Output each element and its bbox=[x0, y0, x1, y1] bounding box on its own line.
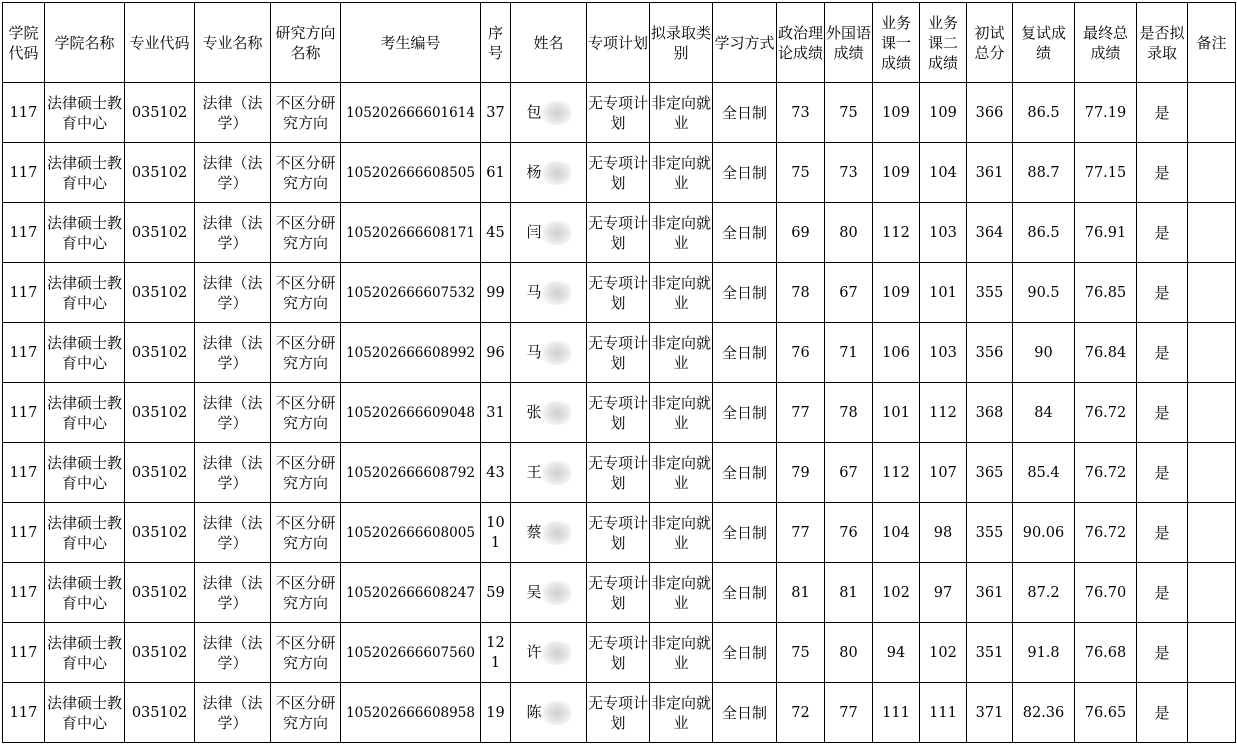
student-name bbox=[526, 461, 570, 485]
cell-category: 非定向就业 bbox=[650, 683, 713, 743]
table-row bbox=[3, 563, 1236, 623]
header-college-name: 学院名称 bbox=[45, 3, 125, 83]
cell-admitted: 是 bbox=[1137, 263, 1188, 323]
cell-seq: 121 bbox=[481, 623, 511, 683]
student-name-text: 杨 bbox=[526, 162, 542, 181]
cell-seq: 45 bbox=[481, 203, 511, 263]
cell-college-code: 117 bbox=[3, 263, 45, 323]
cell-major-name: 法律（法学） bbox=[195, 563, 271, 623]
cell-note bbox=[1188, 503, 1236, 563]
cell-mode: 全日制 bbox=[713, 443, 777, 503]
cell-major-name: 法律（法学） bbox=[195, 263, 271, 323]
cell-name bbox=[511, 623, 587, 683]
cell-direction: 不区分研究方向 bbox=[271, 503, 341, 563]
cell-final: 76.85 bbox=[1075, 263, 1137, 323]
cell-special: 无专项计划 bbox=[587, 143, 650, 203]
cell-college-name: 法律硕士教育中心 bbox=[45, 563, 125, 623]
cell-special: 无专项计划 bbox=[587, 683, 650, 743]
student-name-text: 许 bbox=[526, 642, 542, 661]
cell-special: 无专项计划 bbox=[587, 263, 650, 323]
cell-college-name: 法律硕士教育中心 bbox=[45, 263, 125, 323]
cell-exam-id: 105202666608247 bbox=[341, 563, 481, 623]
cell-course2: 103 bbox=[920, 323, 967, 383]
cell-retest: 87.2 bbox=[1013, 563, 1075, 623]
cell-course1: 109 bbox=[873, 263, 920, 323]
name-redaction-blur bbox=[543, 701, 571, 725]
cell-college-name: 法律硕士教育中心 bbox=[45, 143, 125, 203]
cell-major-name: 法律（法学） bbox=[195, 623, 271, 683]
cell-admitted: 是 bbox=[1137, 83, 1188, 143]
cell-politics: 76 bbox=[777, 323, 825, 383]
cell-exam-id: 105202666609048 bbox=[341, 383, 481, 443]
cell-exam-id: 105202666608958 bbox=[341, 683, 481, 743]
cell-final: 77.19 bbox=[1075, 83, 1137, 143]
cell-course2: 112 bbox=[920, 383, 967, 443]
cell-course2: 97 bbox=[920, 563, 967, 623]
cell-course2: 104 bbox=[920, 143, 967, 203]
student-name-text: 张 bbox=[526, 402, 542, 421]
cell-major-name: 法律（法学） bbox=[195, 143, 271, 203]
cell-special: 无专项计划 bbox=[587, 323, 650, 383]
header-name: 姓名 bbox=[511, 3, 587, 83]
cell-mode: 全日制 bbox=[713, 563, 777, 623]
cell-seq: 96 bbox=[481, 323, 511, 383]
cell-retest: 82.36 bbox=[1013, 683, 1075, 743]
cell-mode: 全日制 bbox=[713, 623, 777, 683]
cell-initial-total: 351 bbox=[967, 623, 1013, 683]
cell-course1: 94 bbox=[873, 623, 920, 683]
header-course1: 业务课一成绩 bbox=[873, 3, 920, 83]
cell-politics: 75 bbox=[777, 143, 825, 203]
header-final-score: 最终总成绩 bbox=[1075, 3, 1137, 83]
cell-note bbox=[1188, 83, 1236, 143]
table-row bbox=[3, 83, 1236, 143]
cell-direction: 不区分研究方向 bbox=[271, 683, 341, 743]
header-initial-total: 初试总分 bbox=[967, 3, 1013, 83]
header-course2: 业务课二成绩 bbox=[920, 3, 967, 83]
cell-category: 非定向就业 bbox=[650, 503, 713, 563]
cell-foreign: 76 bbox=[825, 503, 873, 563]
cell-category: 非定向就业 bbox=[650, 623, 713, 683]
cell-major-code: 035102 bbox=[125, 503, 195, 563]
cell-mode: 全日制 bbox=[713, 83, 777, 143]
name-redaction-blur bbox=[543, 521, 571, 545]
cell-major-name: 法律（法学） bbox=[195, 323, 271, 383]
cell-final: 76.84 bbox=[1075, 323, 1137, 383]
name-redaction-blur bbox=[543, 101, 571, 125]
cell-major-code: 035102 bbox=[125, 83, 195, 143]
cell-course1: 102 bbox=[873, 563, 920, 623]
cell-initial-total: 355 bbox=[967, 503, 1013, 563]
student-name bbox=[526, 101, 570, 125]
cell-final: 76.65 bbox=[1075, 683, 1137, 743]
cell-politics: 75 bbox=[777, 623, 825, 683]
cell-major-code: 035102 bbox=[125, 383, 195, 443]
cell-special: 无专项计划 bbox=[587, 623, 650, 683]
header-admitted: 是否拟录取 bbox=[1137, 3, 1188, 83]
cell-initial-total: 361 bbox=[967, 143, 1013, 203]
cell-course1: 101 bbox=[873, 383, 920, 443]
cell-note bbox=[1188, 203, 1236, 263]
cell-course1: 106 bbox=[873, 323, 920, 383]
cell-name bbox=[511, 503, 587, 563]
student-name bbox=[526, 281, 570, 305]
cell-major-code: 035102 bbox=[125, 323, 195, 383]
cell-exam-id: 105202666608992 bbox=[341, 323, 481, 383]
cell-note bbox=[1188, 383, 1236, 443]
cell-name bbox=[511, 203, 587, 263]
cell-retest: 86.5 bbox=[1013, 83, 1075, 143]
cell-admitted: 是 bbox=[1137, 623, 1188, 683]
cell-mode: 全日制 bbox=[713, 203, 777, 263]
cell-course1: 109 bbox=[873, 83, 920, 143]
cell-foreign: 80 bbox=[825, 623, 873, 683]
cell-course2: 107 bbox=[920, 443, 967, 503]
cell-special: 无专项计划 bbox=[587, 563, 650, 623]
cell-foreign: 73 bbox=[825, 143, 873, 203]
header-row bbox=[3, 3, 1236, 83]
cell-course1: 112 bbox=[873, 203, 920, 263]
cell-politics: 77 bbox=[777, 503, 825, 563]
table-row bbox=[3, 383, 1236, 443]
cell-special: 无专项计划 bbox=[587, 203, 650, 263]
cell-major-name: 法律（法学） bbox=[195, 683, 271, 743]
cell-course1: 111 bbox=[873, 683, 920, 743]
cell-note bbox=[1188, 443, 1236, 503]
cell-college-name: 法律硕士教育中心 bbox=[45, 683, 125, 743]
cell-college-name: 法律硕士教育中心 bbox=[45, 323, 125, 383]
cell-course2: 102 bbox=[920, 623, 967, 683]
cell-college-name: 法律硕士教育中心 bbox=[45, 443, 125, 503]
cell-politics: 73 bbox=[777, 83, 825, 143]
cell-course1: 109 bbox=[873, 143, 920, 203]
cell-seq: 19 bbox=[481, 683, 511, 743]
cell-name bbox=[511, 323, 587, 383]
cell-major-code: 035102 bbox=[125, 563, 195, 623]
cell-seq: 59 bbox=[481, 563, 511, 623]
cell-final: 76.91 bbox=[1075, 203, 1137, 263]
cell-direction: 不区分研究方向 bbox=[271, 263, 341, 323]
header-seq: 序号 bbox=[481, 3, 511, 83]
table-row bbox=[3, 203, 1236, 263]
cell-exam-id: 105202666607532 bbox=[341, 263, 481, 323]
cell-mode: 全日制 bbox=[713, 323, 777, 383]
header-major-name: 专业名称 bbox=[195, 3, 271, 83]
cell-exam-id: 105202666608505 bbox=[341, 143, 481, 203]
cell-college-code: 117 bbox=[3, 503, 45, 563]
cell-admitted: 是 bbox=[1137, 323, 1188, 383]
cell-name bbox=[511, 263, 587, 323]
cell-exam-id: 105202666601614 bbox=[341, 83, 481, 143]
cell-direction: 不区分研究方向 bbox=[271, 443, 341, 503]
name-redaction-blur bbox=[543, 401, 571, 425]
cell-college-name: 法律硕士教育中心 bbox=[45, 503, 125, 563]
cell-politics: 79 bbox=[777, 443, 825, 503]
cell-admitted: 是 bbox=[1137, 203, 1188, 263]
cell-retest: 85.4 bbox=[1013, 443, 1075, 503]
cell-major-code: 035102 bbox=[125, 623, 195, 683]
cell-major-code: 035102 bbox=[125, 203, 195, 263]
name-redaction-blur bbox=[543, 221, 571, 245]
header-foreign-lang: 外国语成绩 bbox=[825, 3, 873, 83]
cell-college-code: 117 bbox=[3, 83, 45, 143]
student-name-text: 吴 bbox=[526, 582, 542, 601]
name-redaction-blur bbox=[543, 281, 571, 305]
cell-name bbox=[511, 443, 587, 503]
cell-retest: 90.5 bbox=[1013, 263, 1075, 323]
student-name bbox=[526, 161, 570, 185]
header-retest: 复试成绩 bbox=[1013, 3, 1075, 83]
cell-retest: 90.06 bbox=[1013, 503, 1075, 563]
cell-initial-total: 366 bbox=[967, 83, 1013, 143]
cell-direction: 不区分研究方向 bbox=[271, 623, 341, 683]
cell-category: 非定向就业 bbox=[650, 443, 713, 503]
header-direction: 研究方向名称 bbox=[271, 3, 341, 83]
cell-special: 无专项计划 bbox=[587, 383, 650, 443]
cell-mode: 全日制 bbox=[713, 683, 777, 743]
cell-final: 76.68 bbox=[1075, 623, 1137, 683]
student-name bbox=[526, 641, 570, 665]
header-college-code: 学院代码 bbox=[3, 3, 45, 83]
cell-admitted: 是 bbox=[1137, 383, 1188, 443]
cell-course2: 111 bbox=[920, 683, 967, 743]
cell-foreign: 67 bbox=[825, 263, 873, 323]
cell-seq: 101 bbox=[481, 503, 511, 563]
cell-exam-id: 105202666608005 bbox=[341, 503, 481, 563]
name-redaction-blur bbox=[543, 461, 571, 485]
cell-final: 76.72 bbox=[1075, 443, 1137, 503]
student-name bbox=[526, 581, 570, 605]
cell-major-name: 法律（法学） bbox=[195, 203, 271, 263]
header-category: 拟录取类别 bbox=[650, 3, 713, 83]
name-redaction-blur bbox=[543, 341, 571, 365]
cell-note bbox=[1188, 263, 1236, 323]
cell-name bbox=[511, 83, 587, 143]
cell-direction: 不区分研究方向 bbox=[271, 83, 341, 143]
cell-note bbox=[1188, 683, 1236, 743]
cell-category: 非定向就业 bbox=[650, 323, 713, 383]
student-name-text: 马 bbox=[526, 342, 542, 361]
cell-direction: 不区分研究方向 bbox=[271, 203, 341, 263]
cell-course2: 98 bbox=[920, 503, 967, 563]
cell-college-code: 117 bbox=[3, 683, 45, 743]
cell-final: 76.72 bbox=[1075, 503, 1137, 563]
table-row bbox=[3, 623, 1236, 683]
name-redaction-blur bbox=[543, 641, 571, 665]
cell-special: 无专项计划 bbox=[587, 443, 650, 503]
cell-course2: 101 bbox=[920, 263, 967, 323]
header-politics: 政治理论成绩 bbox=[777, 3, 825, 83]
cell-note bbox=[1188, 143, 1236, 203]
student-name bbox=[526, 521, 570, 545]
cell-retest: 88.7 bbox=[1013, 143, 1075, 203]
cell-major-name: 法律（法学） bbox=[195, 443, 271, 503]
cell-admitted: 是 bbox=[1137, 503, 1188, 563]
student-name bbox=[526, 341, 570, 365]
cell-retest: 86.5 bbox=[1013, 203, 1075, 263]
cell-foreign: 75 bbox=[825, 83, 873, 143]
cell-name bbox=[511, 143, 587, 203]
cell-direction: 不区分研究方向 bbox=[271, 383, 341, 443]
cell-foreign: 67 bbox=[825, 443, 873, 503]
cell-category: 非定向就业 bbox=[650, 143, 713, 203]
cell-mode: 全日制 bbox=[713, 503, 777, 563]
cell-note bbox=[1188, 623, 1236, 683]
cell-college-name: 法律硕士教育中心 bbox=[45, 623, 125, 683]
cell-foreign: 71 bbox=[825, 323, 873, 383]
cell-name bbox=[511, 563, 587, 623]
cell-college-code: 117 bbox=[3, 443, 45, 503]
cell-college-code: 117 bbox=[3, 383, 45, 443]
cell-mode: 全日制 bbox=[713, 383, 777, 443]
cell-final: 76.70 bbox=[1075, 563, 1137, 623]
header-study-mode: 学习方式 bbox=[713, 3, 777, 83]
cell-college-code: 117 bbox=[3, 563, 45, 623]
table-row bbox=[3, 503, 1236, 563]
cell-final: 77.15 bbox=[1075, 143, 1137, 203]
student-name-text: 马 bbox=[526, 282, 542, 301]
cell-college-code: 117 bbox=[3, 143, 45, 203]
cell-seq: 31 bbox=[481, 383, 511, 443]
cell-course1: 104 bbox=[873, 503, 920, 563]
cell-name bbox=[511, 683, 587, 743]
cell-foreign: 77 bbox=[825, 683, 873, 743]
table-row bbox=[3, 683, 1236, 743]
cell-college-code: 117 bbox=[3, 203, 45, 263]
student-name bbox=[526, 401, 570, 425]
cell-college-name: 法律硕士教育中心 bbox=[45, 383, 125, 443]
cell-mode: 全日制 bbox=[713, 143, 777, 203]
cell-note bbox=[1188, 563, 1236, 623]
cell-final: 76.72 bbox=[1075, 383, 1137, 443]
cell-retest: 84 bbox=[1013, 383, 1075, 443]
header-exam-id: 考生编号 bbox=[341, 3, 481, 83]
cell-politics: 69 bbox=[777, 203, 825, 263]
student-name-text: 包 bbox=[526, 102, 542, 121]
cell-seq: 99 bbox=[481, 263, 511, 323]
cell-category: 非定向就业 bbox=[650, 563, 713, 623]
cell-initial-total: 371 bbox=[967, 683, 1013, 743]
cell-exam-id: 105202666607560 bbox=[341, 623, 481, 683]
cell-direction: 不区分研究方向 bbox=[271, 323, 341, 383]
cell-course2: 109 bbox=[920, 83, 967, 143]
table-body bbox=[3, 83, 1236, 743]
cell-direction: 不区分研究方向 bbox=[271, 143, 341, 203]
cell-foreign: 78 bbox=[825, 383, 873, 443]
cell-course2: 103 bbox=[920, 203, 967, 263]
cell-college-code: 117 bbox=[3, 323, 45, 383]
table-row bbox=[3, 323, 1236, 383]
cell-retest: 90 bbox=[1013, 323, 1075, 383]
cell-politics: 77 bbox=[777, 383, 825, 443]
cell-politics: 72 bbox=[777, 683, 825, 743]
cell-seq: 61 bbox=[481, 143, 511, 203]
name-redaction-blur bbox=[543, 581, 571, 605]
header-special-plan: 专项计划 bbox=[587, 3, 650, 83]
cell-exam-id: 105202666608792 bbox=[341, 443, 481, 503]
cell-special: 无专项计划 bbox=[587, 83, 650, 143]
cell-course1: 112 bbox=[873, 443, 920, 503]
cell-category: 非定向就业 bbox=[650, 383, 713, 443]
student-name bbox=[526, 221, 570, 245]
cell-category: 非定向就业 bbox=[650, 83, 713, 143]
header-note: 备注 bbox=[1188, 3, 1236, 83]
cell-admitted: 是 bbox=[1137, 563, 1188, 623]
student-name bbox=[526, 701, 570, 725]
cell-admitted: 是 bbox=[1137, 683, 1188, 743]
cell-note bbox=[1188, 323, 1236, 383]
cell-college-name: 法律硕士教育中心 bbox=[45, 83, 125, 143]
cell-major-name: 法律（法学） bbox=[195, 383, 271, 443]
cell-initial-total: 355 bbox=[967, 263, 1013, 323]
cell-politics: 78 bbox=[777, 263, 825, 323]
student-name-text: 王 bbox=[526, 462, 542, 481]
cell-college-name: 法律硕士教育中心 bbox=[45, 203, 125, 263]
table-row bbox=[3, 263, 1236, 323]
cell-initial-total: 364 bbox=[967, 203, 1013, 263]
cell-seq: 37 bbox=[481, 83, 511, 143]
cell-seq: 43 bbox=[481, 443, 511, 503]
cell-major-code: 035102 bbox=[125, 443, 195, 503]
cell-major-code: 035102 bbox=[125, 683, 195, 743]
cell-major-code: 035102 bbox=[125, 263, 195, 323]
cell-name bbox=[511, 383, 587, 443]
cell-foreign: 81 bbox=[825, 563, 873, 623]
cell-initial-total: 368 bbox=[967, 383, 1013, 443]
student-name-text: 蔡 bbox=[526, 522, 542, 541]
cell-category: 非定向就业 bbox=[650, 263, 713, 323]
student-name-text: 陈 bbox=[526, 702, 542, 721]
cell-college-code: 117 bbox=[3, 623, 45, 683]
cell-mode: 全日制 bbox=[713, 263, 777, 323]
cell-major-name: 法律（法学） bbox=[195, 503, 271, 563]
cell-politics: 81 bbox=[777, 563, 825, 623]
cell-major-name: 法律（法学） bbox=[195, 83, 271, 143]
cell-exam-id: 105202666608171 bbox=[341, 203, 481, 263]
cell-admitted: 是 bbox=[1137, 443, 1188, 503]
table-row bbox=[3, 443, 1236, 503]
table-row bbox=[3, 143, 1236, 203]
cell-initial-total: 361 bbox=[967, 563, 1013, 623]
cell-initial-total: 356 bbox=[967, 323, 1013, 383]
cell-foreign: 80 bbox=[825, 203, 873, 263]
student-name-text: 闫 bbox=[526, 222, 542, 241]
cell-initial-total: 365 bbox=[967, 443, 1013, 503]
cell-major-code: 035102 bbox=[125, 143, 195, 203]
cell-direction: 不区分研究方向 bbox=[271, 563, 341, 623]
cell-special: 无专项计划 bbox=[587, 503, 650, 563]
admission-table bbox=[2, 2, 1236, 743]
name-redaction-blur bbox=[543, 161, 571, 185]
cell-retest: 91.8 bbox=[1013, 623, 1075, 683]
header-major-code: 专业代码 bbox=[125, 3, 195, 83]
cell-admitted: 是 bbox=[1137, 143, 1188, 203]
cell-category: 非定向就业 bbox=[650, 203, 713, 263]
